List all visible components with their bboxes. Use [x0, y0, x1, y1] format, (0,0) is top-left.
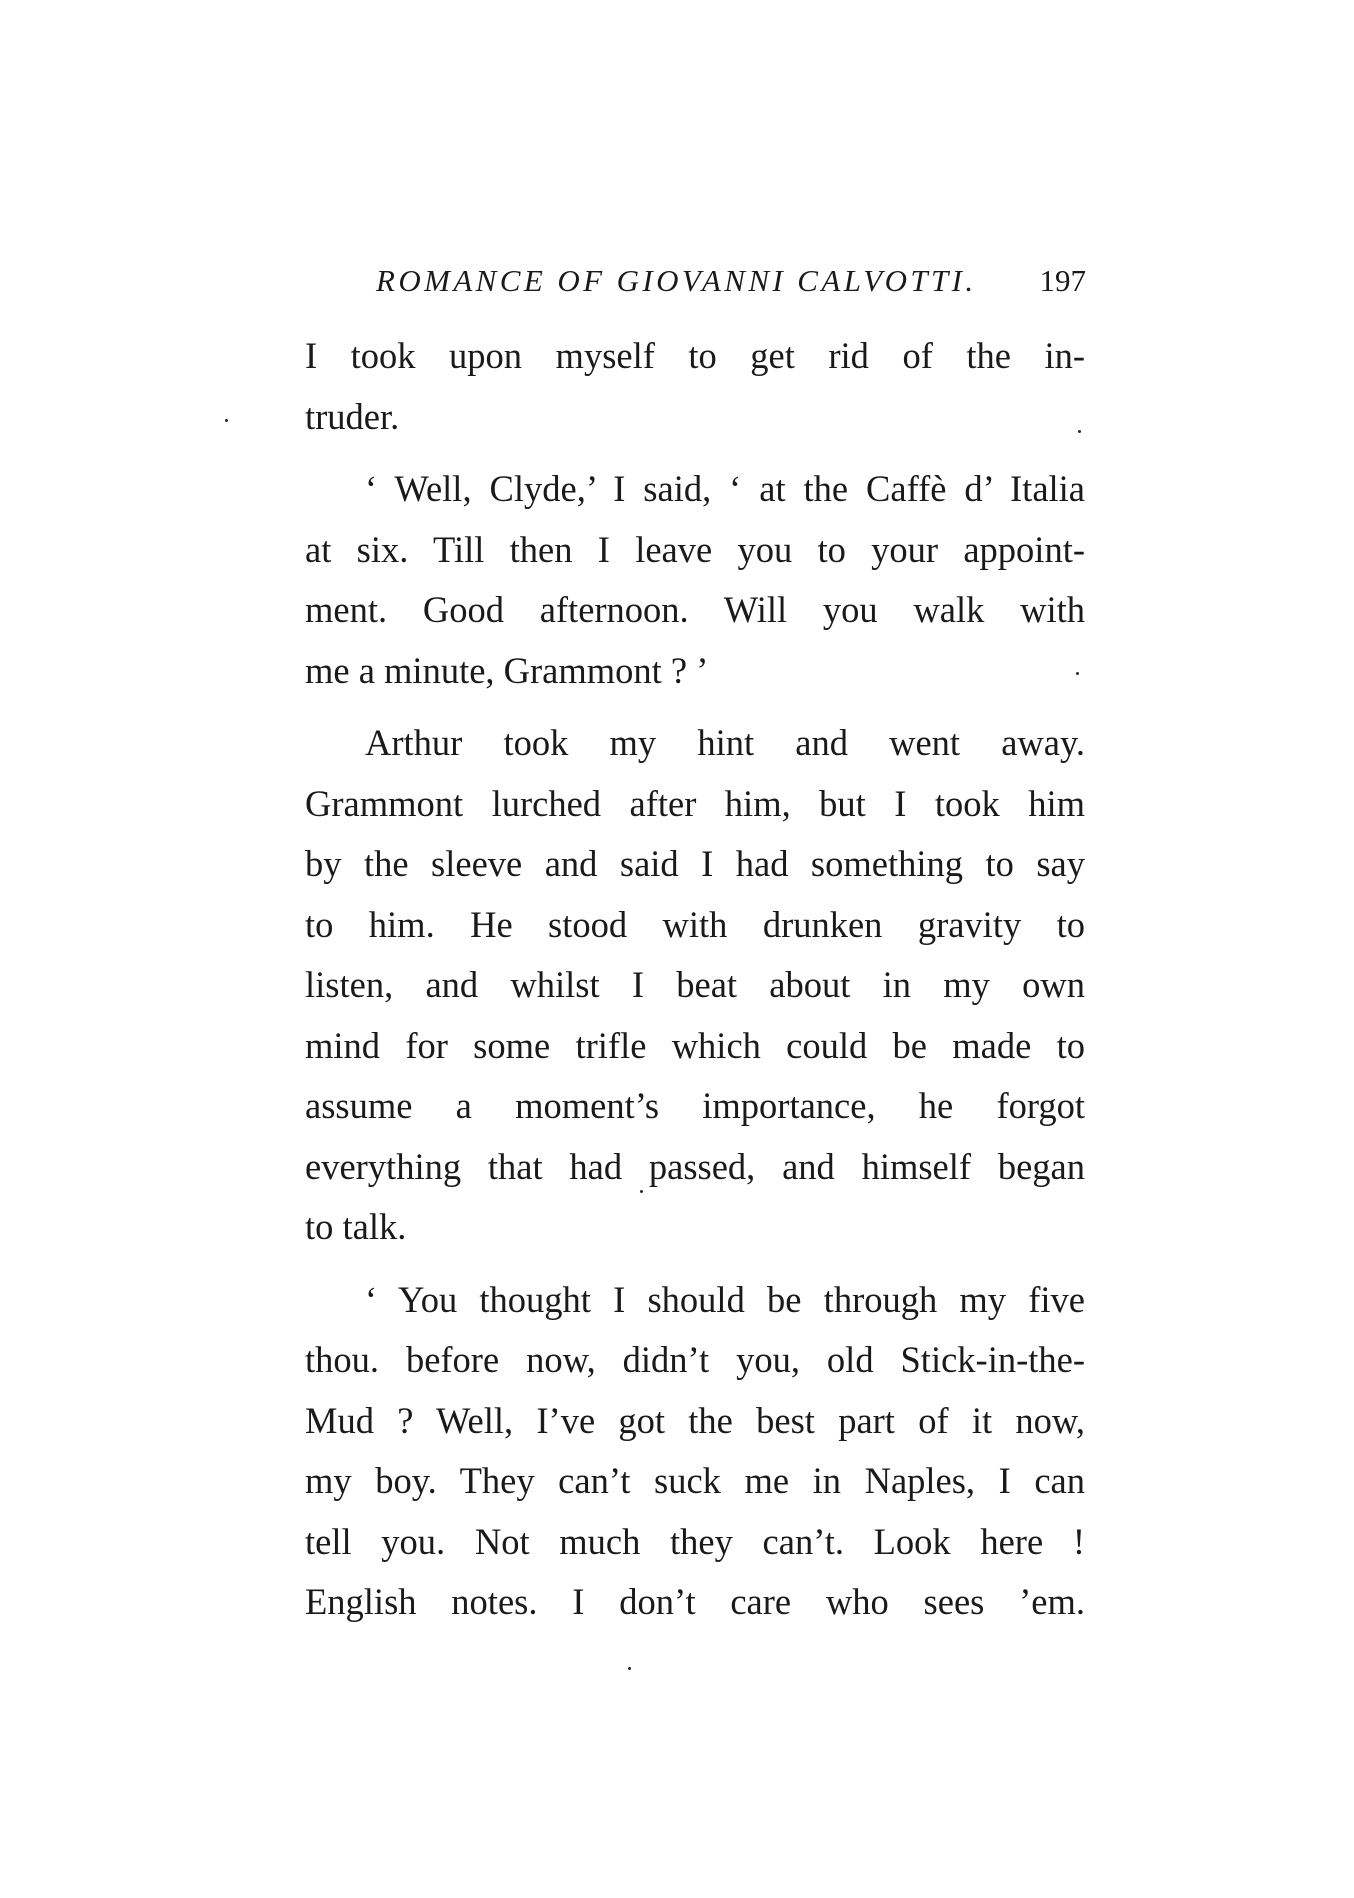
text-line: everything that had passed, and himself began	[305, 1145, 1085, 1187]
text-line: my boy. They can’t suck me in Naples, I can	[305, 1460, 1085, 1501]
text-line: thou. before now, didn’t you, old Stick-in-the-	[305, 1339, 1085, 1380]
text-line: ment. Good afternoon. Will you walk with	[305, 589, 1085, 630]
scan-speck	[640, 1190, 643, 1193]
text-line: at six. Till then I leave you to your appoint-	[305, 528, 1085, 570]
text-line: listen, and whilst I beat about in my own	[305, 964, 1085, 1005]
text-line: Grammont lurched after him, but I took him	[305, 782, 1085, 824]
text-line: I took upon myself to get rid of the in-	[305, 335, 1085, 376]
paragraph	[305, 459, 1085, 701]
paragraph	[305, 326, 1085, 447]
body-text	[305, 326, 1085, 1645]
text-line: Arthur took my hint and went away.	[365, 722, 1085, 763]
text-line: English notes. I don’t care who sees ’em.	[305, 1581, 1085, 1622]
scan-speck	[225, 419, 228, 422]
text-line: mind for some trifle which could be made to	[305, 1024, 1085, 1066]
text-line: Mud ? Well, I’ve got the best part of it now,	[305, 1399, 1085, 1441]
text-line: tell you. Not much they can’t. Look here !	[305, 1520, 1085, 1562]
text-line: ‘ Well, Clyde,’ I said, ‘ at the Caffè d’ Italia	[365, 468, 1085, 509]
page-number: 197	[1039, 263, 1086, 298]
running-title: ROMANCE OF GIOVANNI CALVOTTI.	[376, 263, 977, 298]
text-line: to him. He stood with drunken gravity to	[305, 903, 1085, 945]
text-line: ‘ You thought I should be through my five	[365, 1278, 1085, 1320]
scan-speck	[1078, 430, 1081, 433]
text-line: truder.	[305, 395, 400, 437]
text-line: by the sleeve and said I had something to say	[305, 843, 1085, 884]
paragraph	[305, 1270, 1085, 1633]
text-line: assume a moment’s importance, he forgot	[305, 1085, 1085, 1126]
paragraph	[305, 713, 1085, 1258]
running-head	[376, 258, 1086, 304]
text-line: me a minute, Grammont ? ’	[305, 649, 709, 691]
scan-speck	[628, 1667, 631, 1670]
scan-speck	[1076, 672, 1079, 675]
text-line: to talk.	[305, 1206, 407, 1247]
